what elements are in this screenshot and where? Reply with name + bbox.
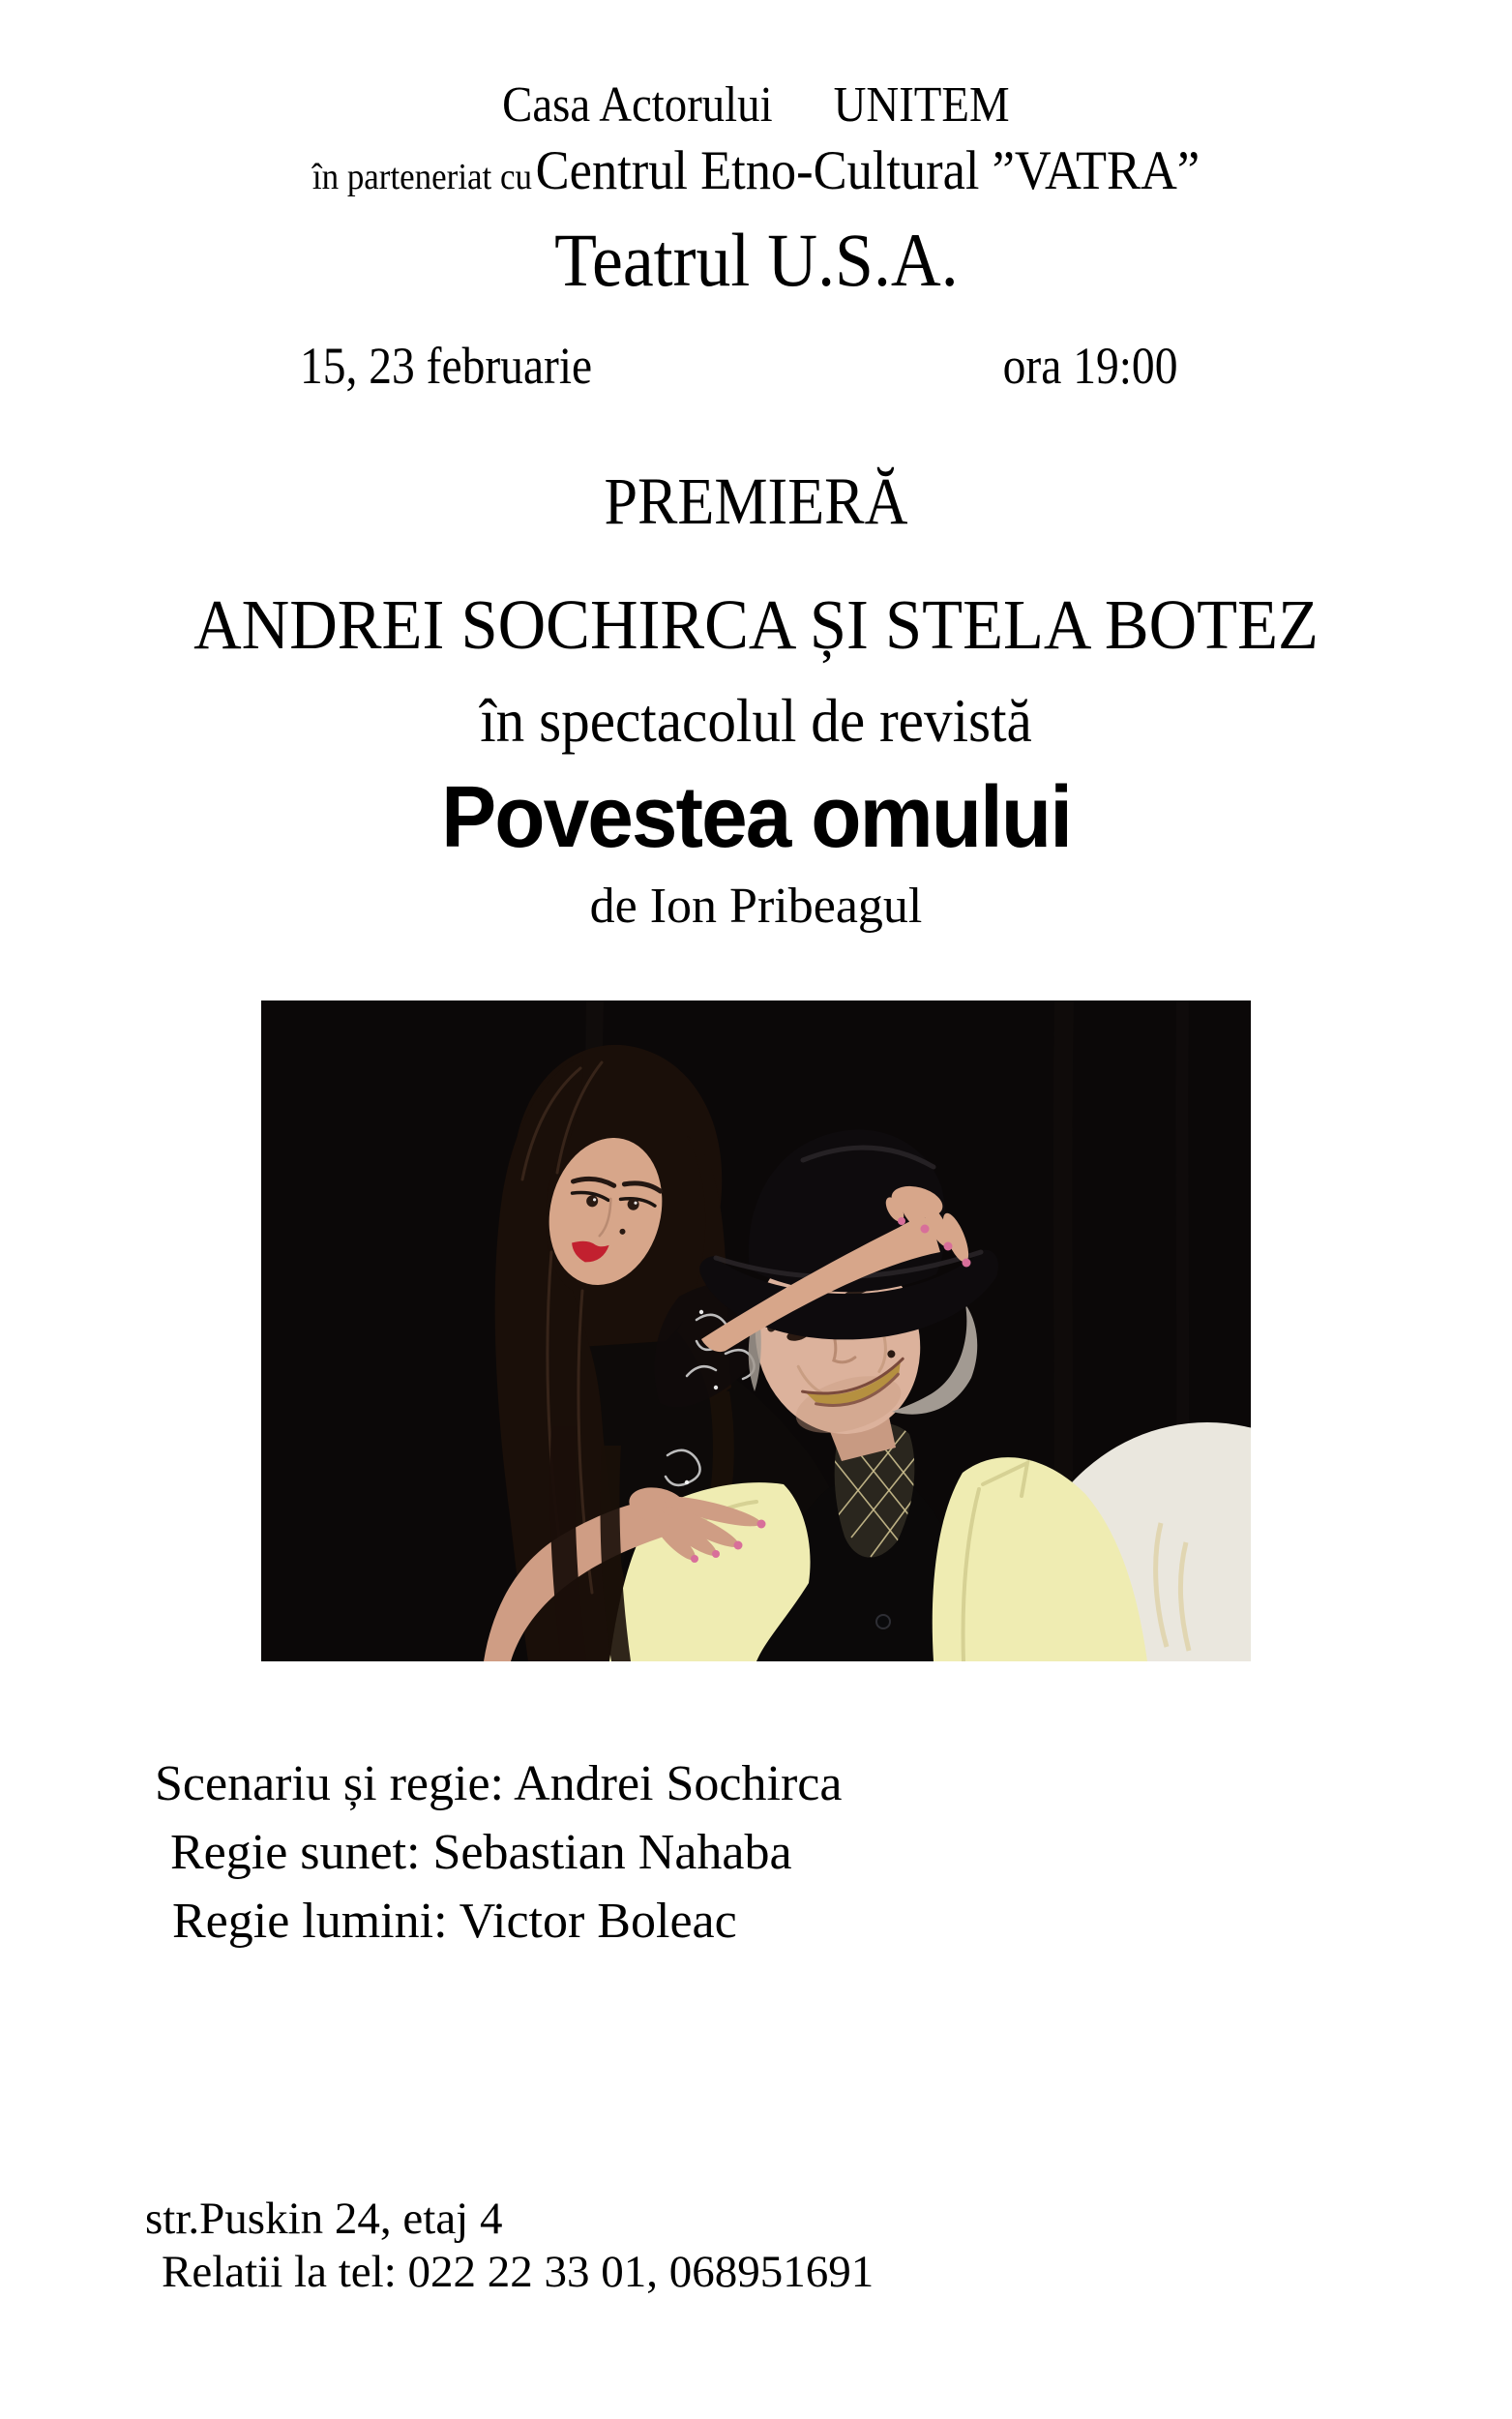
contact-block <box>0 2193 1512 2299</box>
event-time: ora 19:00 <box>1002 337 1177 395</box>
credit-line: Regie sunet: Sebastian Nahaba <box>170 1825 792 1880</box>
organizations-line <box>0 75 1512 135</box>
partnership-prefix: în parteneriat cu <box>311 157 532 197</box>
schedule-line <box>0 335 1512 397</box>
theater-name: Teatrul U.S.A. <box>553 218 959 302</box>
contact-phone: Relatii la tel: 022 22 33 01, 068951691 <box>162 2247 875 2297</box>
venue-address: str.Puskin 24, etaj 4 <box>145 2194 503 2244</box>
credit-line: Regie lumini: Victor Boleac <box>172 1894 737 1949</box>
partner-organization-name: Centrul Etno-Cultural ”VATRA” <box>535 140 1201 201</box>
production-credits <box>0 1749 1512 1956</box>
performers-names: ANDREI SOCHIRCA ȘI STELA BOTEZ <box>193 585 1319 664</box>
organization-name-left: Casa Actorului <box>502 77 773 133</box>
organization-name-right: UNITEM <box>833 77 1010 133</box>
show-type: în spectacolul de revistă <box>480 687 1032 755</box>
performance-photo-illustration <box>261 1000 1251 1661</box>
premiere-label: PREMIERĂ <box>604 464 908 538</box>
show-title: Povestea omului <box>441 769 1071 866</box>
show-author: de Ion Pribeagul <box>589 879 923 934</box>
credit-line: Scenariu și regie: Andrei Sochirca <box>155 1756 843 1811</box>
performance-photo <box>261 1000 1251 1661</box>
event-dates: 15, 23 februarie <box>300 337 593 395</box>
partnership-line <box>0 137 1512 219</box>
